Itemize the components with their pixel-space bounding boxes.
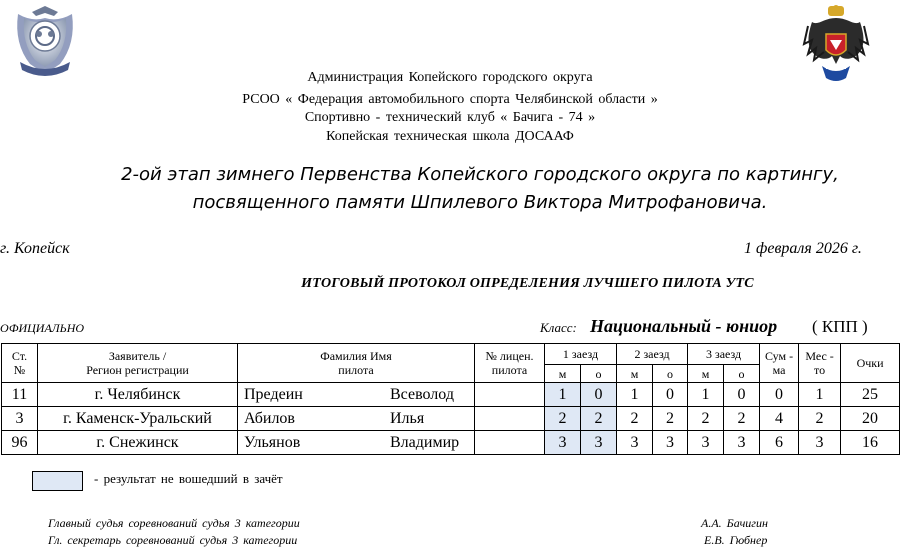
cell-place: 3: [799, 431, 841, 455]
cell-heat3-o: 0: [724, 383, 760, 407]
signature-name-secretary: Е.В. Гюбнер: [704, 533, 768, 547]
cell-name: Владимир: [390, 433, 460, 451]
header-heat2-m: м: [617, 365, 653, 383]
cell-sum: 4: [760, 407, 799, 431]
cell-heat1-m: 3: [545, 431, 581, 455]
header-heat1-m: м: [545, 365, 581, 383]
cell-license: [475, 431, 545, 455]
cell-heat2-o: 0: [653, 383, 688, 407]
cell-name: Илья: [390, 409, 425, 427]
header-sum: Сум - ма: [760, 344, 799, 383]
header-points: Очки: [841, 344, 900, 383]
table-row: [2, 407, 900, 431]
cell-surname: Предеин: [244, 385, 303, 403]
header-st: Ст. №: [2, 344, 38, 383]
header-heat1: 1 заезд: [545, 344, 617, 365]
cell-points: 20: [841, 407, 900, 431]
org-line-federation: РСОО « Федерация автомобильного спорта Челябинской области »: [242, 92, 658, 107]
header-heat2: 2 заезд: [617, 344, 688, 365]
class-label: Класс:: [540, 320, 577, 335]
cell-place: 1: [799, 383, 841, 407]
class-value: Национальный - юниор: [590, 316, 778, 336]
cell-num: 3: [2, 407, 38, 431]
cell-license: [475, 407, 545, 431]
cell-license: [475, 383, 545, 407]
cell-heat2-o: 3: [653, 431, 688, 455]
cell-points: 25: [841, 383, 900, 407]
cell-place: 2: [799, 407, 841, 431]
cell-heat3-m: 1: [688, 383, 724, 407]
header-heat3-m: м: [688, 365, 724, 383]
dosaaf-emblem-icon: [10, 4, 80, 78]
cell-heat2-m: 1: [617, 383, 653, 407]
signature-name-chief-judge: А.А. Бачигин: [701, 516, 768, 530]
cell-surname: Абилов: [244, 409, 295, 427]
cell-heat3-m: 3: [688, 431, 724, 455]
protocol-heading: ИТОГОВЫЙ ПРОТОКОЛ ОПРЕДЕЛЕНИЯ ЛУЧШЕГО ПИЛОТА УТС: [301, 276, 754, 291]
event-title-line2: посвященного памяти Шпилевого Виктора Митрофановича.: [192, 192, 768, 213]
cell-city: г. Челябинск: [38, 383, 238, 407]
org-line-school: Копейская техническая школа ДОСААФ: [326, 129, 574, 144]
cell-pilot: [238, 431, 475, 455]
cell-heat3-o: 2: [724, 407, 760, 431]
table-row: [2, 383, 900, 407]
cell-sum: 6: [760, 431, 799, 455]
header-applicant: Заявитель / Регион регистрации: [38, 344, 238, 383]
cell-heat1-o: 0: [581, 383, 617, 407]
cell-num: 11: [2, 383, 38, 407]
header-license: № лицен. пилота: [475, 344, 545, 383]
cell-heat1-o: 2: [581, 407, 617, 431]
cell-num: 96: [2, 431, 38, 455]
cell-points: 16: [841, 431, 900, 455]
cell-name: Всеволод: [390, 385, 454, 403]
cell-pilot: [238, 383, 475, 407]
signature-role-secretary: Гл. секретарь соревнований судья 3 категории: [48, 533, 298, 547]
cell-heat3-m: 2: [688, 407, 724, 431]
legend-swatch: [32, 471, 83, 491]
cell-pilot: [238, 407, 475, 431]
table-row: [2, 431, 900, 455]
org-line-club: Спортивно - технический клуб « Бачига - 74 »: [304, 110, 596, 125]
status-label: ОФИЦИАЛЬНО: [0, 321, 85, 335]
header-heat2-o: о: [653, 365, 688, 383]
cell-sum: 0: [760, 383, 799, 407]
cell-city: г. Снежинск: [38, 431, 238, 455]
header-pilot: Фамилия Имя пилота: [238, 344, 475, 383]
cell-city: г. Каменск-Уральский: [38, 407, 238, 431]
results-table: [1, 343, 900, 455]
cell-heat2-o: 2: [653, 407, 688, 431]
header-place: Мес - то: [799, 344, 841, 383]
cell-heat2-m: 3: [617, 431, 653, 455]
event-city: г. Копейск: [0, 240, 70, 257]
org-line-administration: Администрация Копейского городского округа: [307, 70, 593, 85]
cell-heat1-o: 3: [581, 431, 617, 455]
event-date: 1 февраля 2026 г.: [744, 240, 862, 257]
cell-heat1-m: 1: [545, 383, 581, 407]
cell-heat2-m: 2: [617, 407, 653, 431]
cell-heat3-o: 3: [724, 431, 760, 455]
header-heat1-o: о: [581, 365, 617, 383]
signature-role-chief-judge: Главный судья соревнований судья 3 категории: [48, 516, 300, 530]
header-heat3-o: о: [724, 365, 760, 383]
class-suffix: ( КПП ): [812, 317, 868, 336]
cell-heat1-m: 2: [545, 407, 581, 431]
legend-text: - результат не вошедший в зачёт: [94, 471, 283, 486]
header-heat3: 3 заезд: [688, 344, 760, 365]
event-title-line1: 2-ой этап зимнего Первенства Копейского городского округа по картингу,: [121, 164, 839, 185]
cell-surname: Ульянов: [244, 433, 301, 451]
